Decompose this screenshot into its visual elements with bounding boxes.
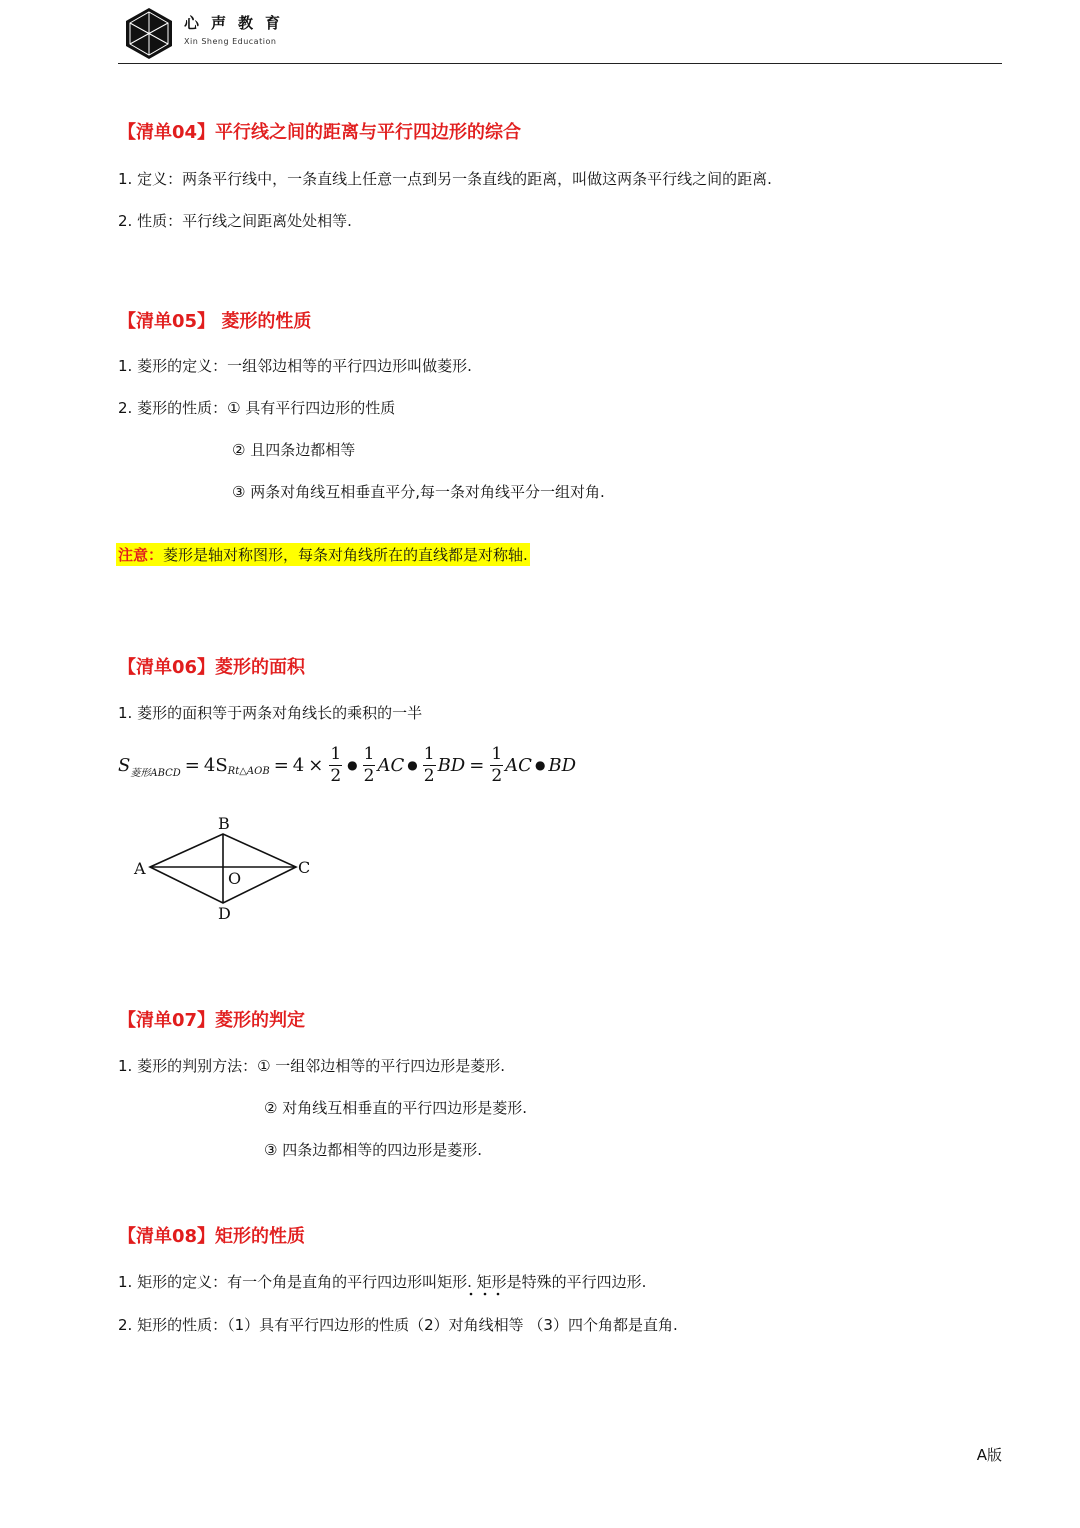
section-05-property-3: ③ 两条对角线互相垂直平分,每一条对角线平分一组对角. bbox=[232, 483, 605, 501]
vertex-label-c: C bbox=[298, 858, 311, 877]
section-07-method-3: ③ 四条边都相等的四边形是菱形. bbox=[264, 1141, 482, 1159]
section-05-property-2: ② 且四条边都相等 bbox=[232, 441, 356, 459]
hexagon-cube-logo-icon bbox=[122, 6, 176, 60]
fraction-half-2: $\frac{1}{2}$ bbox=[363, 743, 375, 786]
section-06-area-statement: 1. 菱形的面积等于两条对角线长的乘积的一半 bbox=[118, 704, 423, 722]
fraction-half-1: $\frac{1}{2}$ bbox=[330, 743, 342, 786]
version-label: A版 bbox=[976, 1446, 1002, 1464]
formula-eq-2: = bbox=[273, 754, 289, 776]
section-07-method-1: 1. 菱形的判别方法：① 一组邻边相等的平行四边形是菱形. bbox=[118, 1057, 506, 1075]
formula-eq-1: = bbox=[184, 754, 200, 776]
formula-bullet-2: ● bbox=[407, 758, 418, 772]
formula-sub-triangle: Rt△AOB bbox=[227, 765, 270, 777]
section-08-title: 【清单08】矩形的性质 bbox=[118, 1226, 306, 1247]
formula-bullet-3: ● bbox=[534, 758, 546, 772]
rhombus-diagram bbox=[128, 812, 328, 924]
fraction-half-4: $\frac{1}{2}$ bbox=[491, 743, 503, 786]
rhombus-area-formula bbox=[118, 738, 576, 792]
note-text: 菱形是轴对称图形，每条对角线所在的直线都是对称轴. bbox=[163, 546, 528, 564]
formula-eq-3: = bbox=[469, 754, 485, 776]
formula-4s: 4S bbox=[203, 754, 228, 776]
section-07-method-2: ② 对角线互相垂直的平行四边形是菱形. bbox=[264, 1099, 527, 1117]
section-04-definition: 1. 定义：两条平行线中，一条直线上任意一点到另一条直线的距离，叫做这两条平行线之间的距离. bbox=[118, 170, 772, 188]
section-08-properties: 2. 矩形的性质：（1）具有平行四边形的性质（2）对角线相等 （3）四个角都是直角. bbox=[118, 1316, 678, 1334]
formula-four: 4 bbox=[292, 754, 305, 776]
fraction-half-3: $\frac{1}{2}$ bbox=[423, 743, 435, 786]
section-07-title: 【清单07】菱形的判定 bbox=[118, 1010, 306, 1031]
header-divider bbox=[118, 63, 1002, 64]
brand-name-english: Xin Sheng Education bbox=[184, 37, 277, 46]
formula-ac-1: AC bbox=[377, 754, 405, 776]
formula-times: × bbox=[308, 754, 324, 776]
formula-s: S bbox=[118, 754, 131, 776]
formula-bd-2: BD bbox=[548, 754, 577, 776]
center-label-o: O bbox=[228, 869, 242, 888]
section-06-title: 【清单06】菱形的面积 bbox=[118, 657, 306, 678]
formula-bd-1: BD bbox=[437, 754, 466, 776]
emphasis-dots bbox=[468, 1290, 502, 1298]
note-label: 注意： bbox=[118, 546, 164, 564]
section-05-note bbox=[116, 543, 530, 566]
section-05-definition: 1. 菱形的定义：一组邻边相等的平行四边形叫做菱形. bbox=[118, 357, 472, 375]
vertex-label-d: D bbox=[218, 904, 231, 923]
section-04-title: 【清单04】平行线之间的距离与平行四边形的综合 bbox=[118, 122, 522, 143]
formula-bullet-1: ● bbox=[347, 758, 358, 772]
formula-sub-rhombus: 菱形ABCD bbox=[130, 767, 181, 779]
section-05-title: 【清单05】 菱形的性质 bbox=[118, 311, 312, 332]
formula-ac-2: AC bbox=[505, 754, 532, 776]
section-04-property: 2. 性质：平行线之间距离处处相等. bbox=[118, 212, 352, 230]
vertex-label-a: A bbox=[134, 859, 146, 878]
section-08-definition: 1. 矩形的定义：有一个角是直角的平行四边形叫矩形. 矩形是特殊的平行四边形. bbox=[118, 1273, 647, 1291]
section-05-property-1: 2. 菱形的性质：① 具有平行四边形的性质 bbox=[118, 399, 396, 417]
vertex-label-b: B bbox=[218, 814, 230, 833]
brand-name-chinese: 心声教育 bbox=[184, 14, 293, 32]
